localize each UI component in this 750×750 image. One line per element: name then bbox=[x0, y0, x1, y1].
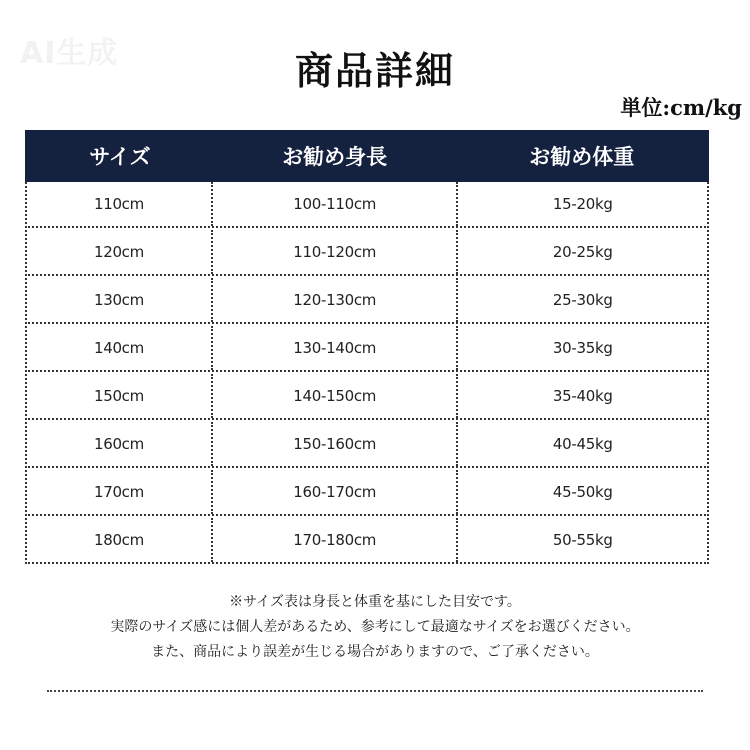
cell-weight: 40-45kg bbox=[552, 435, 613, 453]
cell-height: 140-150cm bbox=[213, 374, 459, 418]
cell-height: 160-170cm bbox=[213, 470, 459, 514]
table-row bbox=[25, 278, 709, 324]
cell-weight: 15-20kg bbox=[552, 195, 613, 213]
cell-size: 150cm bbox=[27, 374, 213, 418]
cell-size: 170cm bbox=[27, 470, 213, 514]
cell-size: 120cm bbox=[27, 230, 213, 274]
notes-block bbox=[0, 590, 750, 665]
cell-size: 160cm bbox=[27, 422, 213, 466]
watermark-logo: AI生成 bbox=[20, 36, 119, 71]
cell-size: 180cm bbox=[27, 518, 213, 562]
table-row bbox=[25, 470, 709, 516]
cell-weight: 30-35kg bbox=[552, 339, 613, 357]
table-row bbox=[25, 326, 709, 372]
cell-size: 110cm bbox=[27, 182, 213, 226]
unit-label: 単位:cm/kg bbox=[620, 95, 742, 120]
note-line: ※サイズ表は身長と体重を基にした目安です。 bbox=[229, 594, 521, 610]
table-row bbox=[25, 182, 709, 228]
table-row bbox=[25, 230, 709, 276]
table-header-row bbox=[25, 130, 709, 182]
table-row bbox=[25, 422, 709, 468]
cell-height: 170-180cm bbox=[213, 518, 459, 562]
cell-weight: 25-30kg bbox=[552, 291, 613, 309]
cell-height: 120-130cm bbox=[213, 278, 459, 322]
cell-size: 130cm bbox=[27, 278, 213, 322]
cell-size: 140cm bbox=[27, 326, 213, 370]
size-table bbox=[25, 130, 709, 566]
cell-height: 110-120cm bbox=[213, 230, 459, 274]
cell-height: 150-160cm bbox=[213, 422, 459, 466]
table-row bbox=[25, 518, 709, 564]
header-recommended-height: お勧め身長 bbox=[282, 144, 388, 169]
cell-height: 130-140cm bbox=[213, 326, 459, 370]
header-size: サイズ bbox=[89, 144, 151, 169]
page-title: 商品詳細 bbox=[294, 48, 455, 93]
header-recommended-weight: お勧め体重 bbox=[529, 144, 635, 169]
cell-weight: 50-55kg bbox=[552, 531, 613, 549]
table-row bbox=[25, 374, 709, 420]
note-line: 実際のサイズ感には個人差があるため、参考にして最適なサイズをお選びください。 bbox=[110, 619, 640, 635]
cell-weight: 45-50kg bbox=[552, 483, 613, 501]
note-line: また、商品により誤差が生じる場合がありますので、ご了承ください。 bbox=[151, 644, 599, 660]
divider bbox=[47, 690, 703, 692]
cell-weight: 20-25kg bbox=[552, 243, 613, 261]
cell-height: 100-110cm bbox=[213, 182, 459, 226]
cell-weight: 35-40kg bbox=[552, 387, 613, 405]
